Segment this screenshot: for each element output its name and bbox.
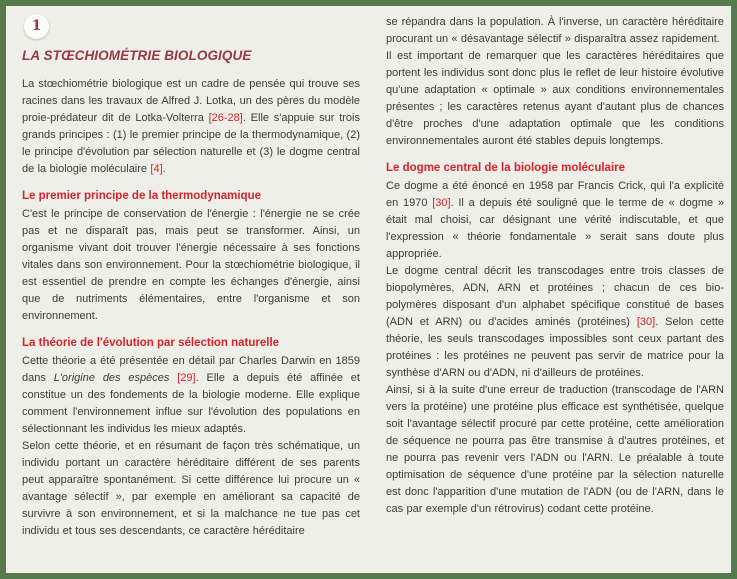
text-run: . Il a depuis été souligné que le terme de « dogme » était mal choisi, car désignant une vérité indiscutable, et que l'expression « théorie fondamentale » serait sans doute plus appropriée. xyxy=(386,197,724,260)
left-column-blocks xyxy=(22,76,360,540)
text-run: Le dogme central décrit les transcodages entre trois classes de biopolymères, ADN, ARN et protéines ; chacun de ces bio-polymères disposant d'un alphabet spécifique constitué de bases (ADN et ARN) ou d'acides aminés (protéines) xyxy=(386,265,724,328)
text-run: . Elle a depuis été affinée et constitue un des fondements de la biologie moderne. Elle explique comment l'environnement influe sur l'évolution des populations en sélectionnant les individus les mieux adaptés. xyxy=(22,372,360,435)
body-paragraph xyxy=(22,353,360,438)
text-run: se répandra dans la population. À l'inverse, un caractère héréditaire procurant un « désavantage sélectif » disparaîtra assez rapidement. xyxy=(386,16,724,45)
body-paragraph xyxy=(386,14,724,48)
body-paragraph xyxy=(22,206,360,325)
body-paragraph xyxy=(386,382,724,518)
body-paragraph xyxy=(22,76,360,178)
body-paragraph xyxy=(386,178,724,263)
text-run: C'est le principe de conservation de l'énergie : l'énergie ne se crée pas et ne disparaît pas, mais peut se transformer. Ainsi, un organisme vivant doit trouver l'énergie nécessaire à ses fonctions vitales dans son environnement. Pour la stœchiométrie biologique, il est essentiel de prendre en compte les échanges d'énergie, ainsi que de nutriments élémentaires, entre l'organisme et son environnement. xyxy=(22,208,360,322)
citation-ref: [30] xyxy=(432,197,451,209)
left-column xyxy=(22,14,360,565)
section-heading: Le dogme central de la biologie moléculaire xyxy=(386,162,626,174)
citation-ref: [4] xyxy=(150,163,163,175)
section-heading: La théorie de l'évolution par sélection naturelle xyxy=(22,337,280,349)
text-run: Ce dogme a été énoncé en 1958 par Francis Crick, qui l'a explicité en 1970 xyxy=(386,180,724,209)
section-heading: Le premier principe de la thermodynamique xyxy=(22,190,262,202)
text-run: . Selon cette théorie, les seuls transcodages impossibles sont ceux partant des protéines : les protéines ne peuvent pas servir de matrice pour la synthèse d'ARN ou d'ADN, ni d'ailleurs de protéines. xyxy=(386,316,725,379)
citation-ref: [26-28] xyxy=(208,112,243,124)
text-run: . xyxy=(162,163,166,175)
chapter-number-badge: 1 xyxy=(24,14,49,39)
right-column-blocks xyxy=(386,14,724,518)
text-run: Selon cette théorie, et en résumant de façon très schématique, un individu portant un caractère héréditaire différent de ses parents peut apparaître spontanément. Si cette différence lui procure un « avantage sélectif », par exemple en améliorant sa capacité de survivre à son environnement, et si la malchance ne tue pas cet individu et tous ses descendants, ce caractère héréditaire xyxy=(22,440,360,537)
body-paragraph xyxy=(386,263,724,382)
citation-ref: [29] xyxy=(177,372,196,384)
citation-ref: [30] xyxy=(636,316,656,328)
body-paragraph xyxy=(22,438,360,540)
text-run: Cette théorie a été présentée en détail par Charles Darwin en 1859 dans xyxy=(22,355,360,384)
two-column-layout xyxy=(6,6,731,573)
right-column xyxy=(386,14,724,565)
text-run: La stœchiométrie biologique est un cadre de pensée qui trouve ses racines dans les travaux de Alfred J. Lotka, un des pères du modèle proie-prédateur dit de Lotka-Volterra xyxy=(22,78,360,124)
chapter-title: LA STŒCHIOMÉTRIE BIOLOGIQUE xyxy=(22,48,252,63)
text-run: Il est important de remarquer que les caractères héréditaires que portent les individus sont donc plus le reflet de leur histoire évolutive qu'une adaptation « optimale » aux conditions environnementales présentes ; les caractères retenus ayant d'autant plus de chances d'être proches d'une adaptation optimale que les conditions environnementales auront été stables depuis longtemps. xyxy=(386,50,724,147)
text-run: . Elle s'appuie sur trois grands principes : (1) le premier principe de la thermodynamique, (2) le principe d'évolution par sélection naturelle et (3) le dogme central de la biologie moléculaire xyxy=(22,112,360,175)
body-paragraph xyxy=(386,48,724,150)
text-run: Ainsi, si à la suite d'une erreur de traduction (transcodage de l'ARN vers la protéine) une protéine plus efficace est synthétisée, quelque soit l'avantage sélectif procuré par cette protéine, cette amélioration de séquence ne pourra pas être transmise à d'autres protéines, et ne pourra pas revenir vers l'ADN ou l'ARN. Le préalable à toute optimisation de séquence d'une protéine par la sélection naturelle est donc l'apparition d'une mutation de l'ADN (ou de l'ARN, dans le cas par exemple d'un rétrovirus) codant cette protéine. xyxy=(386,384,724,515)
text-run: L'origine des espèces xyxy=(53,372,170,384)
